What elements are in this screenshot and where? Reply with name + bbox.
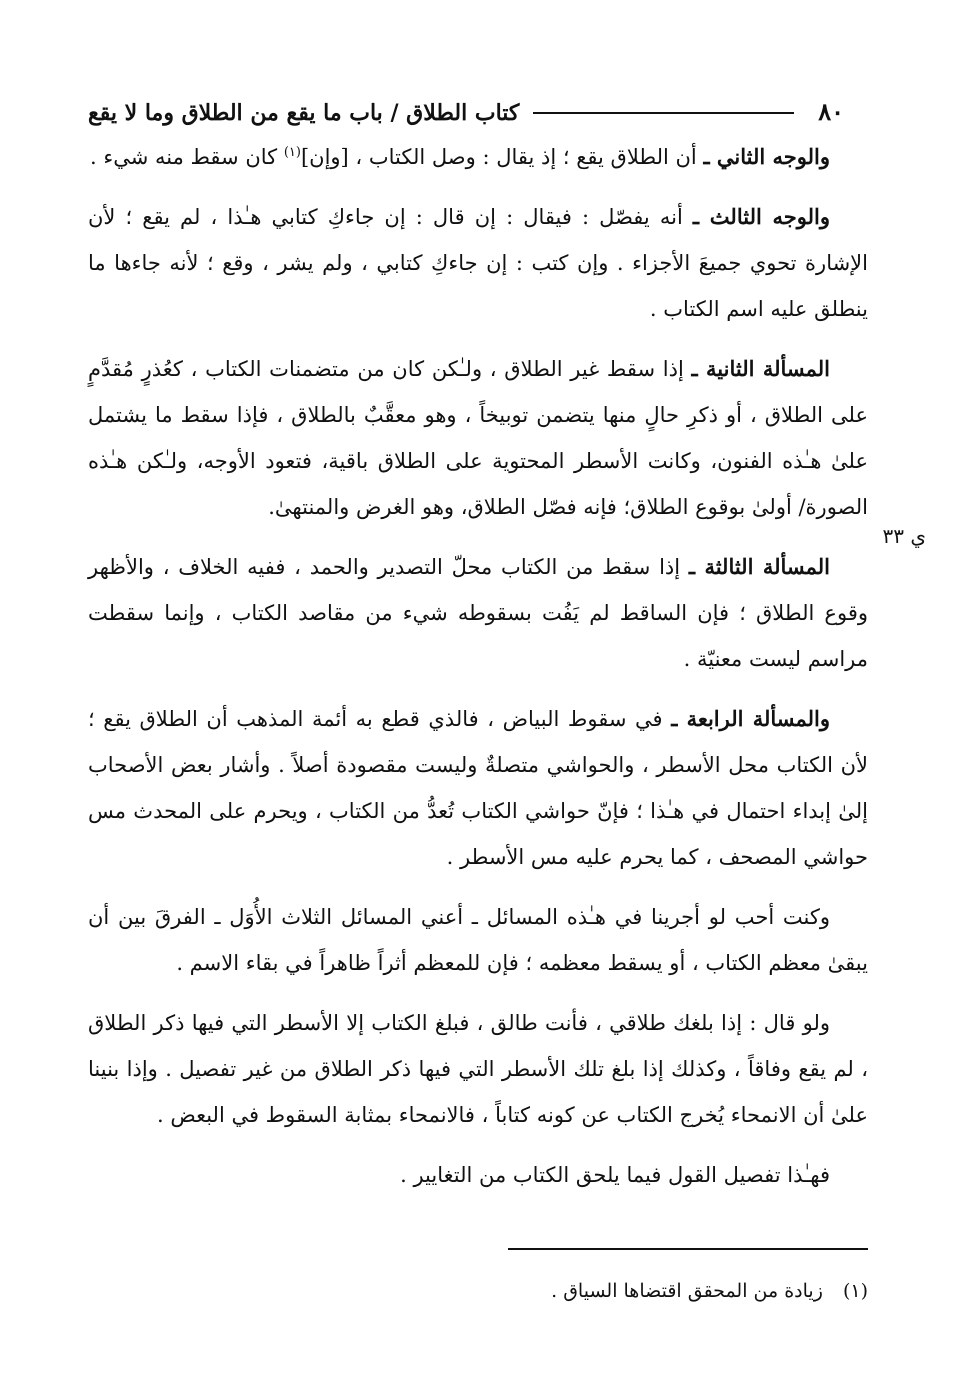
- running-title: كتاب الطلاق / باب ما يقع من الطلاق وما لا يقع: [88, 100, 520, 126]
- paragraph-lead: والمسألة الرابعة ـ: [671, 706, 831, 731]
- footnote-reference[interactable]: (١): [283, 145, 301, 160]
- paragraph-8: [88, 1152, 868, 1198]
- footnote-separator: [508, 1248, 868, 1250]
- paragraph-lead: والوجه الثالث ـ: [692, 204, 830, 229]
- paragraph-text: إذا سقط من الكتاب محلّ التصدير والحمد ، ففيه الخلاف ، والأظهر وقوع الطلاق ؛ فإن الساقط لم يَفُت بسقوطه شيء من مقاصد الكتاب ، وإنما سقطت مراسم ليست معنيّة .: [88, 555, 868, 671]
- paragraph-2: [88, 194, 868, 332]
- paragraph-lead: والوجه الثاني ـ: [703, 144, 830, 169]
- paragraph-text: أنه يفصّل : فيقال : إن قال : إن جاءكِ كتابي هـٰذا ، لم يقع ؛ لأن الإشارة تحوي جميعَ الأجزاء . وإن كتب : إن جاءكِ كتابي ، ولم يشر ، وقع ؛ لأنه جاءها ما ينطلق عليه اسم الكتاب .: [88, 205, 868, 321]
- paragraph-1: [88, 134, 868, 180]
- paragraph-text: في سقوط البياض ، فالذي قطع به أئمة المذهب أن الطلاق يقع ؛ لأن الكتاب محل الأسطر ، والحواشي متصلةٌ وليست مقصودة أصلاً . وأشار بعض الأصحاب إلىٰ إبداء احتمال في هـٰذا ؛ فإنّ حواشي الكتاب تُعدُّ من الكتاب ، ويحرم على المحدث مس حواشي المصحف ، كما يحرم عليه مس الأسطر .: [88, 707, 868, 869]
- body-text: [88, 134, 868, 1212]
- paragraph-text: وكنت أحب لو أجرينا في هـٰذه المسائل ـ أعني المسائل الثلاث الأُوَل ـ الفرقَ بين أن يبقىٰ معظم الكتاب ، أو يسقط معظمه ؛ فإن للمعظم أثراً ظاهراً في بقاء الاسم .: [88, 905, 868, 975]
- paragraph-6: [88, 894, 868, 986]
- marginal-manuscript-note: ي ٣٣: [882, 524, 926, 548]
- paragraph-3: [88, 346, 868, 530]
- paragraph-4: [88, 544, 868, 682]
- paragraph-lead: المسألة الثالثة ـ: [688, 554, 830, 579]
- page-number: ٨٠: [818, 97, 844, 126]
- paragraph-text: ولو قال : إذا بلغك طلاقي ، فأنت طالق ، فبلغ الكتاب إلا الأسطر التي فيها ذكر الطلاق ، لم يقع وفاقاً ، وكذلك إذا بلغ تلك الأسطر التي فيها ذكر الطلاق من غير تفصيل . وإذا بنينا علىٰ أن الانمحاء يُخرج الكتاب عن كونه كتاباً ، فالانمحاء بمثابة السقوط في البعض .: [88, 1011, 868, 1127]
- paragraph-text: إذا سقط غير الطلاق ، ولـٰكن كان من متضمنات الكتاب ، كعُذرٍ مُقدَّمٍ على الطلاق ، أو ذكرِ حالٍ منها يتضمن توبيخاً ، وهو معقَّبٌ بالطلاق ، فإذا سقط ما يشتمل علىٰ هـٰذه الفنون، وكانت الأسطر المحتوية على الطلاق باقية، فتعود الأوجه، ولـٰكن هـٰذه الصورة/ أولىٰ بوقوع الطلاق؛ فإنه فصّل الطلاق، وهو الغرض والمنتهىٰ.: [88, 357, 868, 519]
- paragraph-text: أن الطلاق يقع ؛ إذ يقال : وصل الكتاب ، [وإن]: [300, 145, 697, 169]
- footnote-marker: (١): [842, 1280, 868, 1302]
- paragraph-text: كان سقط منه شيء .: [89, 145, 284, 169]
- header-rule: [533, 112, 794, 114]
- page-header: [88, 82, 844, 126]
- paragraph-7: [88, 1000, 868, 1138]
- paragraph-lead: المسألة الثانية ـ: [691, 356, 830, 381]
- paragraph-5: [88, 696, 868, 880]
- footnote-text: زيادة من المحقق اقتضاها السياق .: [551, 1280, 823, 1302]
- paragraph-text: فهـٰذا تفصيل القول فيما يلحق الكتاب من التغايير .: [400, 1163, 830, 1187]
- footnote: [88, 1276, 868, 1306]
